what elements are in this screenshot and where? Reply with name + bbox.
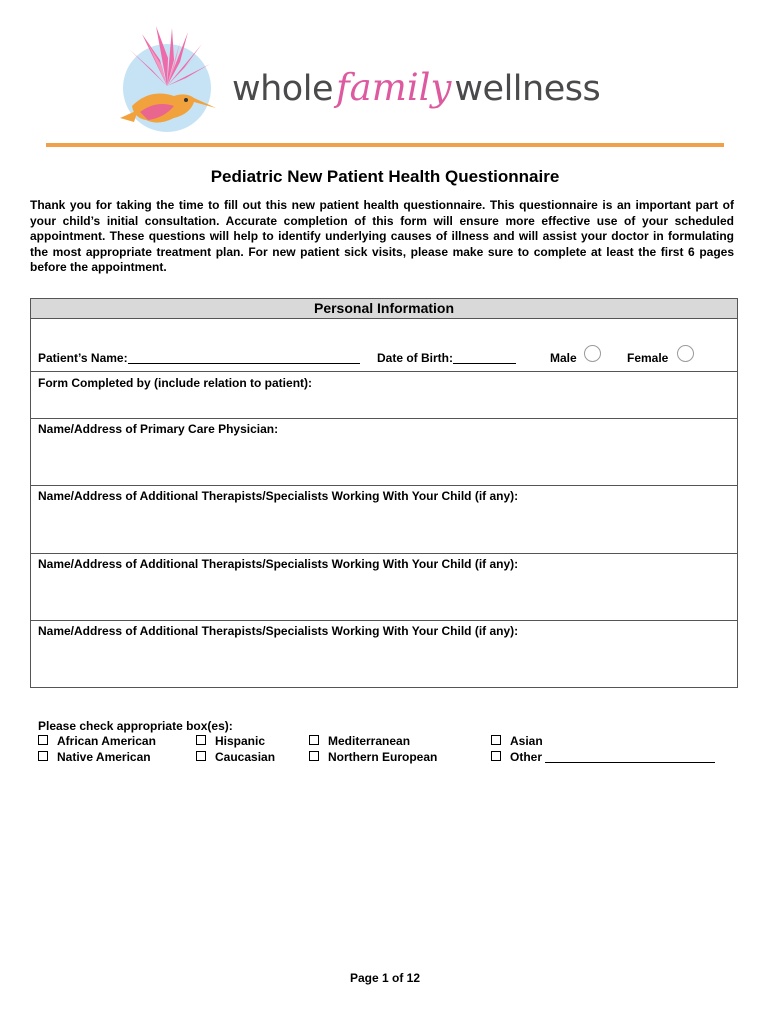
patient-name-label: Patient’s Name: xyxy=(38,351,128,365)
personal-information-section xyxy=(30,298,738,688)
section-header: Personal Information xyxy=(31,299,737,319)
brand-wordmark xyxy=(232,66,600,126)
option-label: Northern European xyxy=(328,750,438,764)
page-title: Pediatric New Patient Health Questionnaire xyxy=(210,167,560,186)
brand-word-whole: whole xyxy=(232,69,333,109)
therapist-label-1: Name/Address of Additional Therapists/Specialists Working With Your Child (if any): xyxy=(38,489,519,503)
option-african-american[interactable] xyxy=(38,734,156,748)
female-radio[interactable] xyxy=(677,345,694,362)
checkbox[interactable] xyxy=(38,735,48,745)
checkbox[interactable] xyxy=(309,735,319,745)
dob-label: Date of Birth: xyxy=(377,351,453,365)
male-radio[interactable] xyxy=(584,345,601,362)
option-hispanic[interactable] xyxy=(196,734,265,748)
option-native-american[interactable] xyxy=(38,750,151,764)
option-label: Asian xyxy=(510,734,543,748)
pcp-label: Name/Address of Primary Care Physician: xyxy=(38,422,279,436)
therapist-row-1[interactable] xyxy=(31,486,737,554)
patient-name-field[interactable] xyxy=(38,351,360,365)
intro-paragraph: Thank you for taking the time to fill out this new patient health questionnaire. This questionnaire is an important part of your child’s initial consultation. Accurate completion of this form will ensure more effective use of your scheduled appointment. These questions will help to identify underlying causes of illness and will assist your doctor in formulating the most appropriate treatment plan. For new patient sick visits, please make sure to complete at least the first 6 pages before the appointment. xyxy=(30,198,734,274)
header-divider xyxy=(46,143,724,147)
therapist-label-2: Name/Address of Additional Therapists/Specialists Working With Your Child (if any): xyxy=(38,557,519,571)
brand-word-family: family xyxy=(335,66,452,109)
checkbox[interactable] xyxy=(491,735,501,745)
option-label: Caucasian xyxy=(215,750,276,764)
dob-field[interactable] xyxy=(377,351,516,365)
male-label: Male xyxy=(550,351,577,365)
patient-row xyxy=(31,319,737,372)
therapist-label-3: Name/Address of Additional Therapists/Specialists Working With Your Child (if any): xyxy=(38,624,519,638)
checkbox[interactable] xyxy=(491,751,501,761)
option-label: Hispanic xyxy=(215,734,266,748)
checkbox[interactable] xyxy=(38,751,48,761)
female-label: Female xyxy=(627,351,669,365)
checkbox[interactable] xyxy=(196,735,206,745)
hummingbird-logo-icon xyxy=(112,22,222,137)
ethnicity-prompt: Please check appropriate box(es): xyxy=(38,719,233,733)
option-northern-european[interactable] xyxy=(309,750,437,764)
completed-by-label: Form Completed by (include relation to patient): xyxy=(38,376,313,390)
pcp-row[interactable] xyxy=(31,419,737,486)
therapist-row-3[interactable] xyxy=(31,621,737,689)
option-other[interactable] xyxy=(491,750,715,764)
option-mediterranean[interactable] xyxy=(309,734,410,748)
patient-name-blank[interactable] xyxy=(128,351,360,364)
checkbox[interactable] xyxy=(309,751,319,761)
page-number: Page 1 of 12 xyxy=(349,971,421,985)
brand-word-wellness: wellness xyxy=(454,69,601,109)
option-label: Native American xyxy=(57,750,151,764)
option-label: African American xyxy=(57,734,156,748)
option-caucasian[interactable] xyxy=(196,750,275,764)
checkbox[interactable] xyxy=(196,751,206,761)
option-asian[interactable] xyxy=(491,734,543,748)
dob-blank[interactable] xyxy=(453,351,516,364)
completed-by-row[interactable] xyxy=(31,372,737,419)
other-blank[interactable] xyxy=(545,750,715,763)
option-label: Mediterranean xyxy=(328,734,411,748)
option-label: Other xyxy=(510,750,543,764)
therapist-row-2[interactable] xyxy=(31,554,737,621)
